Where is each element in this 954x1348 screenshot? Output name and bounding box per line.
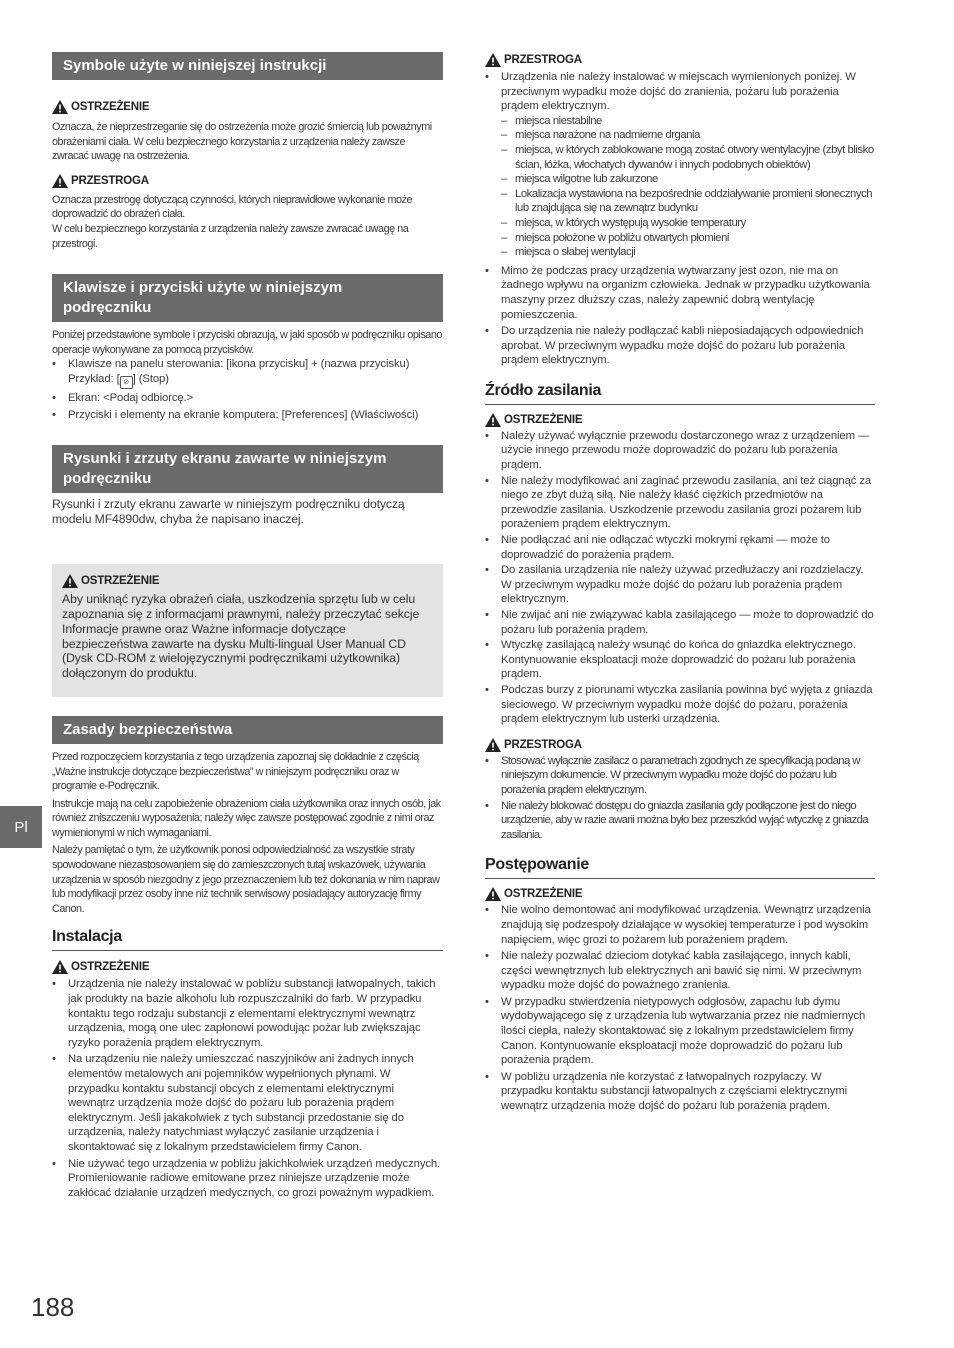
list-item: • Nie używać tego urządzenia w pobliżu jakichkolwiek urządzeń medycznych. Promieniowanie radiowe emitowane przez niniejsze urządzenie może zakłócać działanie urządzeń medycznych, co grozi poważnym wypadkiem. [52, 1157, 443, 1201]
keys-intro: Poniżej przedstawione symbole i przyciski obrazują, w jaki sposób w podręczniku opisano operacje wykonywane za pomocą przycisków. [52, 329, 442, 356]
sublist-item: – miejsca, w których zablokowane mogą zostać otwory wentylacyjne (zbyt blisko ścian, łóżka, włochatych dywanów i innych podobnych obiektów) [501, 143, 875, 172]
section-header-keys: Klawisze i przyciski użyte w niniejszym podręczniku [52, 274, 443, 322]
list-item: • Nie należy modyfikować ani zaginać przewodu zasilania, ani też ciągnąć za niego ze zbyt dużą siłą. Nie należy kłaść ciężkich przedmiotów na przewodzie zasilania. Uszkodzenie przewodu zasilania grozi pożarem lub porażeniem prądem elektrycznym. [485, 474, 875, 532]
section-header-figures: Rysunki i zrzuty ekranu zawarte w niniejszym podręczniku [52, 445, 443, 493]
heading-power-source: Źródło zasilania [485, 382, 875, 405]
list-item: • Wtyczkę zasilającą należy wsunąć do końca do gniazdka elektrycznego. Kontynuowanie eksploatacji może doprowadzić do pożaru lub porażenia prądem. [485, 638, 875, 682]
installation-caution-list [485, 70, 875, 368]
list-item: • Podczas burzy z piorunami wtyczka zasilania powinna być wyjęta z gniazda sieciowego. W przeciwnym wypadku może dojść do pożaru, porażenia prądem elektrycznym lub usterki urządzenia. [485, 683, 875, 727]
sublist-item: – miejsca, w których występują wysokie temperatury [501, 216, 875, 231]
list-item: • Urządzenia nie należy instalować w pobliżu substancji łatwopalnych, takich jak produkty na bazie alkoholu lub rozpuszczalniki do farb. W przypadku kontaktu tego rodzaju substancji z elementami elektrycznymi wewnątrz urządzenia, mogą one ulec zapłonowi powodując pożar lub zwiększając ryzyko porażenia prądem elektrycznym. [52, 977, 443, 1050]
warning-label: OSTRZEŻENIE [52, 959, 443, 975]
right-column [485, 52, 875, 1114]
warning-triangle-icon [62, 574, 78, 588]
warning-label: OSTRZEŻENIE [485, 412, 875, 428]
list-item: • Do zasilania urządzenia nie należy używać przedłużaczy ani rozdzielaczy. W przeciwnym wypadku może dojść do pożaru lub porażenia prądem elektrycznym. [485, 563, 875, 607]
installation-warning-list [52, 977, 443, 1200]
list-item: • Ekran: <Podaj odbiorcę.> [52, 391, 443, 406]
list-item: • Stosować wyłącznie zasilacz o parametrach zgodnych ze specyfikacją podaną w niniejszym dokumencie. W przeciwnym wypadku może dojść do pożaru lub porażenia prądem elektrycznym. [485, 754, 875, 798]
stop-key-icon: ⊘ [120, 376, 133, 389]
caution-label: PRZESTROGA [485, 737, 875, 753]
warning-triangle-icon [485, 413, 501, 427]
sublist-item: – Lokalizacja wystawiona na bezpośrednie oddziaływanie promieni słonecznych lub znajdująca się na zewnątrz budynku [501, 187, 875, 216]
warning-label: OSTRZEŻENIE [52, 99, 443, 115]
list-item: • Urządzenia nie należy instalować w miejscach wymienionych poniżej. W przeciwnym wypadku może dojść do zranienia, pożaru lub porażenia prądem elektrycznym. – miejsca niestabilne – miejsca narażone na nadmierne drgania – miejsca, w których zablokowane mogą zostać otwory wentylacyjne (zbyt blisko ścian, łóżka, włochatych dywanów i innych podobnych obiektów) – miejsca wilgotne lub zakurzone – Lokalizacja wystawiona na bezpośrednie oddziaływanie promieni słonecznych lub znajdująca się na zewnątrz budynku – miejsca, w których występują wysokie temperatury – miejsca położone w pobliżu otwartych płomieni – miejsca o słabej wentylacji [485, 70, 875, 260]
list-item: • Należy używać wyłącznie przewodu dostarczonego wraz z urządzeniem — użycie innego przewodu może doprowadzić do pożaru lub porażenia prądem. [485, 429, 875, 473]
list-item: • Mimo że podczas pracy urządzenia wytwarzany jest ozon, nie ma on żadnego wpływu na organizm człowieka. Jednak w przypadku użytkowania maszyny przez dłuższy czas, należy zapewnić dobrą wentylację pomieszczenia. [485, 264, 875, 322]
caution-note: W celu bezpiecznego korzystania z urządzenia należy zawsze zwracać uwagę na przestrogi. [52, 222, 409, 250]
section-header-symbols: Symbole użyte w niniejszej instrukcji [52, 52, 443, 80]
sublist-item: – miejsca narażone na nadmierne drgania [501, 128, 875, 143]
caution-label: PRZESTROGA [52, 173, 443, 189]
location-sublist [501, 114, 875, 260]
heading-installation: Instalacja [52, 928, 443, 951]
warning-triangle-icon [52, 960, 68, 974]
list-item: • Przyciski i elementy na ekranie komputera: [Preferences] (Właściwości) [52, 408, 443, 423]
warning-triangle-icon [485, 738, 501, 752]
list-item: • Nie zwijać ani nie związywać kabla zasilającego — może to doprowadzić do pożaru lub porażenia prądem. [485, 608, 875, 637]
caution-definition: Oznacza przestrogę dotyczącą czynności, których nieprawidłowe wykonanie może doprowadzić do obrażeń ciała. [52, 193, 413, 221]
sublist-item: – miejsca wilgotne lub zakurzone [501, 172, 875, 187]
warning-triangle-icon [485, 53, 501, 67]
warning-label: OSTRZEŻENIE [485, 886, 875, 902]
heading-handling: Postępowanie [485, 856, 875, 879]
list-item: • Nie wolno demontować ani modyfikować urządzenia. Wewnątrz urządzenia znajdują się podzespoły działające w wysokiej temperaturze i pod wysokim napięciem, więc grozi to pożarem lub porażeniem prądem. [485, 903, 875, 947]
list-item: • Nie należy pozwalać dzieciom dotykać kabla zasilającego, innych kabli, części wewnętrznych lub elektrycznych ani bawić się nimi. W przeciwnym wypadku może dojść do poważnego zranienia. [485, 949, 875, 993]
power-warning-list [485, 429, 875, 727]
safety-para-2: Instrukcje mają na celu zapobieżenie obrażeniom ciała użytkownika oraz innych osób, jak również zniszczeniu wyposażenia; należy więc zawsze postępować zgodnie z nimi oraz wymienionymi w nich wymaganiami. [52, 797, 441, 839]
warning-triangle-icon [52, 100, 68, 114]
safety-para-1: Przed rozpoczęciem korzystania z tego urządzenia zapoznaj się dokładnie z częścią „Ważne instrukcje dotyczące bezpieczeństwa” w niniejszym podręczniku oraz w programie e-Podręcznik. [52, 750, 419, 793]
left-column [52, 52, 443, 1200]
figures-text: Rysunki i zrzuty ekranu zawarte w niniejszym podręczniku dotyczą modelu MF4890dw, chyba że napisano inaczej. [52, 497, 405, 527]
page-number: 188 [31, 1292, 75, 1322]
list-item: • Klawisze na panelu sterowania: [ikona przycisku] + (nazwa przycisku) Przykład: [ ⊘ ] (Stop) [52, 357, 443, 389]
list-item: • W pobliżu urządzenia nie korzystać z łatwopalnych rozpylaczy. W przypadku kontaktu substancji łatwopalnych z częściami elektrycznymi wewnątrz urządzenia może dojść do pożaru lub porażenia prądem. [485, 1070, 875, 1114]
list-item: • Nie podłączać ani nie odłączać wtyczki mokrymi rękami — może to doprowadzić do porażenia prądem. [485, 533, 875, 562]
section-header-safety: Zasady bezpieczeństwa [52, 716, 443, 744]
handling-warning-list [485, 903, 875, 1113]
safety-para-3: Należy pamiętać o tym, że użytkownik ponosi odpowiedzialność za wszystkie straty spowodowane niezastosowaniem się do zamieszczonych tutaj wskazówek, używania urządzenia w sposób niezgodny z jego przeznaczeniem lub też dokonania w nim napraw lub modyfikacji przez osoby inne niż technik serwisowy posiadający autoryzację firmy Canon. [52, 844, 440, 915]
warning-triangle-icon [485, 887, 501, 901]
keys-list [52, 357, 443, 422]
power-caution-list [485, 754, 875, 843]
warning-triangle-icon [52, 174, 68, 188]
sublist-item: – miejsca o słabej wentylacji [501, 245, 875, 260]
sublist-item: – miejsca niestabilne [501, 114, 875, 129]
list-item: • Na urządzeniu nie należy umieszczać naszyjników ani żadnych innych elementów metalowych ani pojemników wypełnionych płynami. W przypadku kontaktu substancji obcych z elementami elektrycznymi wewnątrz urządzenia może dojść do pożaru lub porażenia prądem elektrycznym. Jeśli jakakolwiek z tych substancji przedostanie się do urządzenia, należy natychmiast wyłączyć zasilanie urządzenia i skontaktować się z lokalnym przedstawicielem firmy Canon. [52, 1052, 443, 1154]
list-item: • Do urządzenia nie należy podłączać kabli nieposiadających odpowiednich aprobat. W przeciwnym wypadku może dojść do pożaru lub porażenia prądem elektrycznym. [485, 324, 875, 368]
list-item: • Nie należy blokować dostępu do gniazda zasilania gdy podłączone jest do niego urządzenie, aby w razie awarii można było bez przeszkód wyjąć wtyczkę z gniazda zasilania. [485, 799, 875, 843]
sublist-item: – miejsca położone w pobliżu otwartych płomieni [501, 231, 875, 246]
notice-text: Aby uniknąć ryzyka obrażeń ciała, uszkodzenia sprzętu lub w celu zapoznania się z informacjami prawnymi, należy przeczytać sekcje Informacje prawne oraz Ważne informacje dotyczące bezpieczeństwa zawarte na dysku Multi-lingual User Manual CD (Dysk CD-ROM z wielojęzycznymi podręcznikami użytkownika) dołączonym do produktu. [62, 592, 420, 681]
caution-label: PRZESTROGA [485, 52, 875, 68]
warning-definition: Oznacza, że nieprzestrzeganie się do ostrzeżenia może grozić śmiercią lub poważnymi obrażeniami ciała. W celu bezpiecznego korzystania z urządzenia należy zawsze zwracać uwagę na ostrzeżenia. [52, 121, 432, 163]
important-notice-box [52, 564, 443, 697]
warning-label: OSTRZEŻENIE [62, 573, 433, 589]
list-item: • W przypadku stwierdzenia nietypowych odgłosów, zapachu lub dymu wydobywającego się z urządzenia lub wytwarzania przez nie nadmiernych ilości ciepła, należy skontaktować się z lokalnym przedstawicielem firmy Canon. Kontynuowanie eksploatacji może doprowadzić do pożaru lub porażenia prądem. [485, 995, 875, 1068]
language-tab: Pl [0, 806, 42, 848]
